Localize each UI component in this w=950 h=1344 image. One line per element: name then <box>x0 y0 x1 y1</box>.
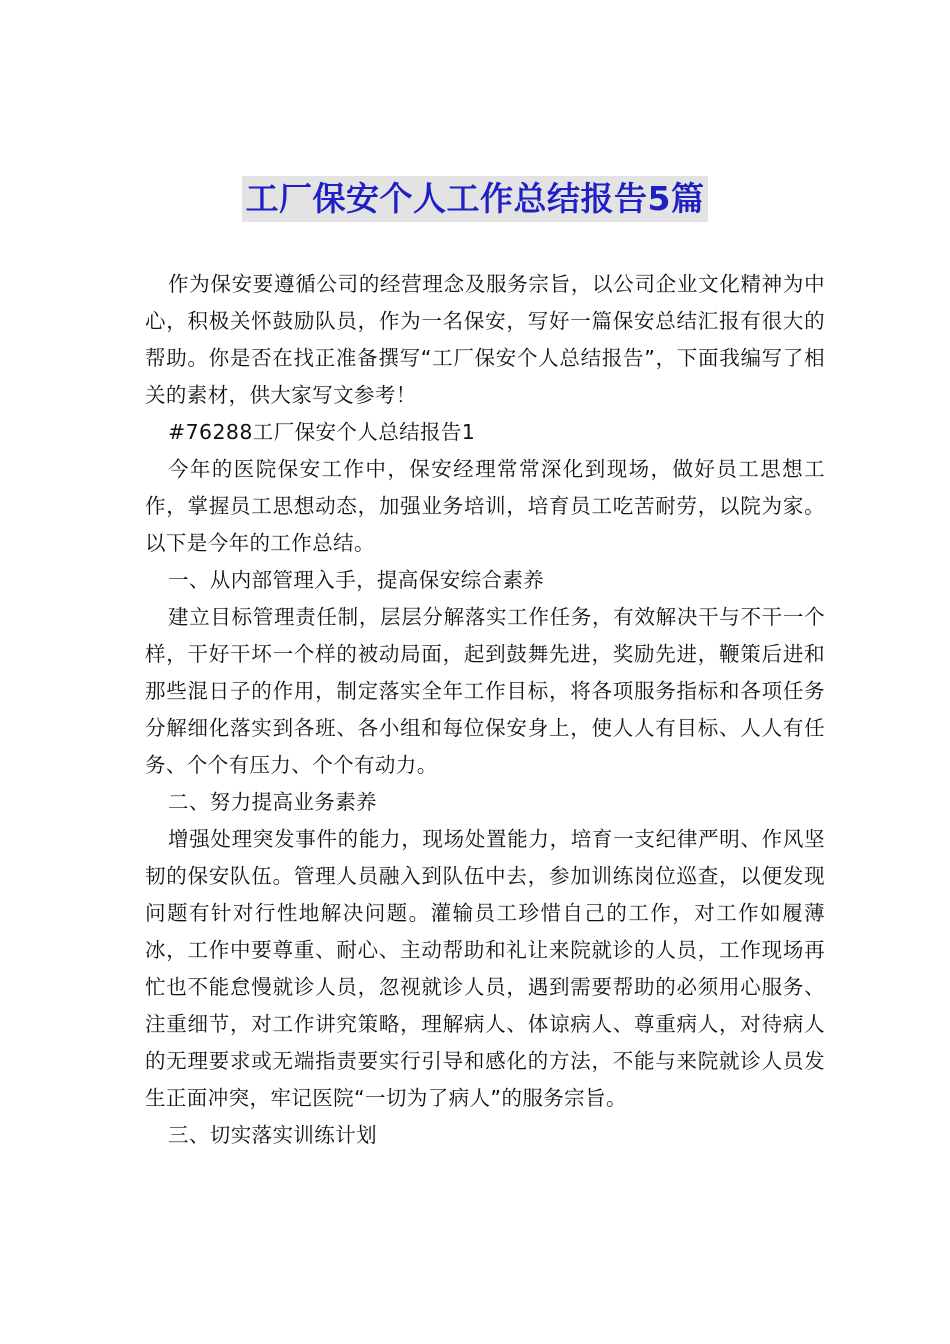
section-heading-2: 二、努力提高业务素养 <box>168 790 377 814</box>
document-title: 工厂保安个人工作总结报告5篇 <box>242 176 709 222</box>
section-heading-3: 三、切实落实训练计划 <box>168 1123 377 1147</box>
section-heading-1: 一、从内部管理入手，提高保安综合素养 <box>168 568 545 592</box>
title-container <box>0 176 950 222</box>
report-heading: #76288工厂保安个人总结报告1 <box>168 420 476 444</box>
body-paragraph: 增强处理突发事件的能力，现场处置能力，培育一支纪律严明、作风坚韧的保安队伍。管理人员融入到队伍中去，参加训练岗位巡查，以便发现问题有针对行性地解决问题。灌输员工珍惜自己的工作，对工作如履薄冰，工作中要尊重、耐心、主动帮助和礼让来院就诊的人员，工作现场再忙也不能怠慢就诊人员，忽视就诊人员，遇到需要帮助的必须用心服务、注重细节，对工作讲究策略，理解病人、体谅病人、尊重病人，对待病人的无理要求或无端指责要实行引导和感化的方法，不能与来院就诊人员发生正面冲突，牢记医院“一切为了病人”的服务宗旨。 <box>145 827 825 1110</box>
intro-paragraph: 作为保安要遵循公司的经营理念及服务宗旨，以公司企业文化精神为中心，积极关怀鼓励队员，作为一名保安，写好一篇保安总结汇报有很大的帮助。你是否在找正准备撰写“工厂保安个人总结报告”，下面我编写了相关的素材，供大家写文参考！ <box>145 272 825 407</box>
body-paragraph: 今年的医院保安工作中，保安经理常常深化到现场，做好员工思想工作，掌握员工思想动态，加强业务培训，培育员工吃苦耐劳，以院为家。以下是今年的工作总结。 <box>145 457 825 555</box>
body-paragraph: 建立目标管理责任制，层层分解落实工作任务，有效解决干与不干一个样，干好干坏一个样的被动局面，起到鼓舞先进，奖励先进，鞭策后进和那些混日子的作用，制定落实全年工作目标，将各项服务指标和各项任务分解细化落实到各班、各小组和每位保安身上，使人人有目标、人人有任务、个个有压力、个个有动力。 <box>145 605 825 777</box>
document-body <box>145 266 825 1154</box>
